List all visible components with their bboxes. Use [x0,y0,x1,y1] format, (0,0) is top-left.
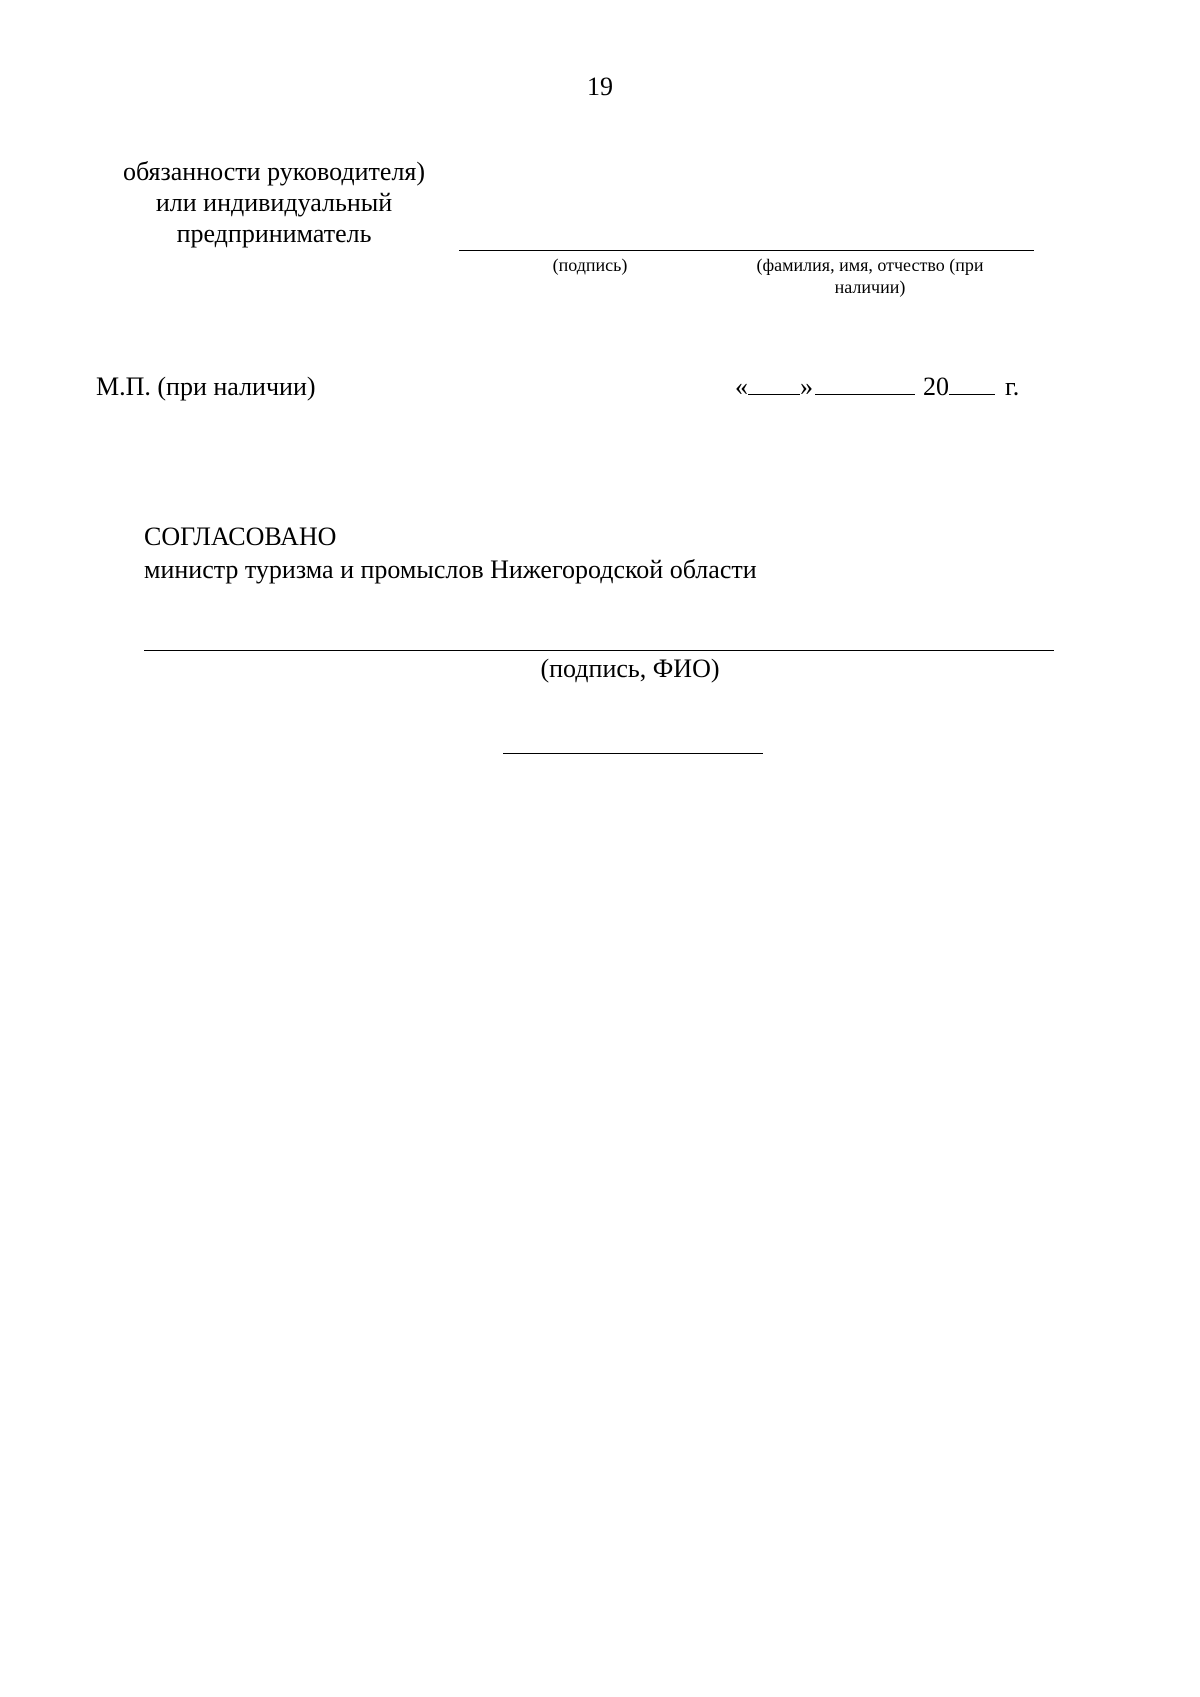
approval-position: министр туризма и промыслов Нижегородской области [144,555,757,584]
closing-line [503,753,763,754]
signer-role [96,156,452,249]
approval-title: СОГЛАСОВАНО [144,522,337,551]
date-open-quote: « [735,372,748,401]
date-field [735,372,1019,402]
date-close-quote: » [800,372,813,401]
signature-line [459,250,1034,251]
approval-caption: (подпись, ФИО) [540,654,720,683]
date-year-blank [949,372,995,395]
stamp-label: М.П. (при наличии) [96,372,316,401]
date-suffix: г. [1005,372,1020,401]
signer-role-line: предприниматель [176,219,372,248]
signer-role-line: или индивидуальный [155,188,393,217]
date-month-blank [815,372,915,395]
approval-signature-line [144,650,1054,651]
signer-role-line: обязанности руководителя) [122,157,426,186]
date-day-blank [748,372,800,395]
date-century: 20 [923,372,949,401]
page-number: 19 [587,72,613,101]
signature-caption: (подпись) [552,255,628,275]
fullname-caption: (фамилия, имя, отчество (при наличии) [756,255,984,297]
